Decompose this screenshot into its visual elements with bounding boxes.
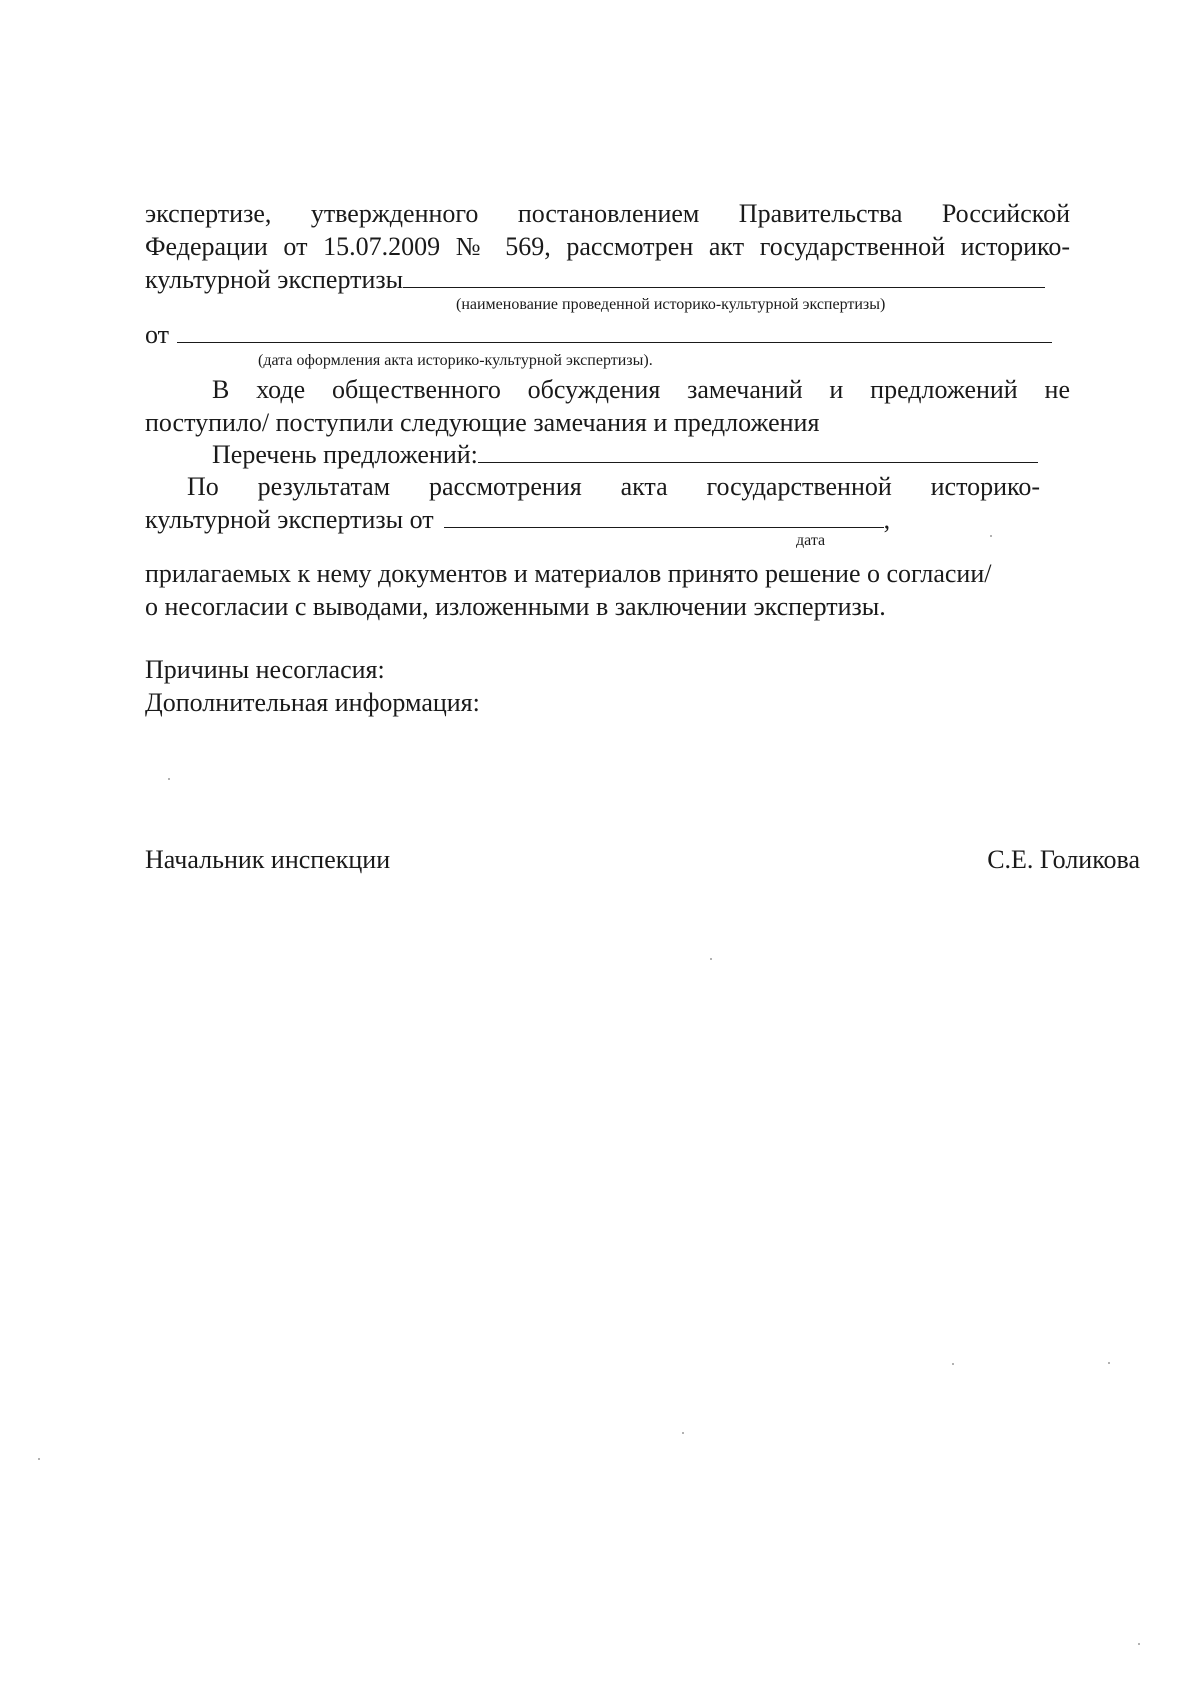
paragraph-line: В ходе общественного обсуждения замечаний и предложений не bbox=[212, 375, 1070, 404]
caption-act-date: (дата оформления акта историко-культурной экспертизы). bbox=[258, 352, 653, 369]
additional-info-label: Дополнительная информация: bbox=[145, 688, 480, 717]
expertise-name-label: культурной экспертизы bbox=[145, 265, 404, 294]
scan-speck bbox=[710, 958, 712, 960]
scan-speck bbox=[168, 778, 170, 780]
expertise-name-blank bbox=[403, 265, 1045, 288]
paragraph-decision bbox=[145, 557, 1075, 623]
disagreement-section bbox=[145, 653, 1070, 719]
from-label: от bbox=[145, 320, 170, 349]
scan-speck bbox=[1138, 1643, 1140, 1645]
paragraph-line: о несогласии с выводами, изложенными в заключении экспертизы. bbox=[145, 592, 886, 621]
scan-speck bbox=[1108, 1362, 1110, 1364]
signature-name: С.Е. Голикова bbox=[987, 845, 1140, 874]
results-date-label: культурной экспертизы от bbox=[145, 505, 434, 534]
proposals-label: Перечень предложений: bbox=[212, 440, 478, 469]
paragraph-line: По результатам рассмотрения акта государственной историко- bbox=[187, 472, 1040, 501]
scan-speck bbox=[38, 1458, 40, 1460]
signature-position: Начальник инспекции bbox=[145, 845, 391, 874]
results-date-blank bbox=[444, 505, 884, 528]
paragraph-line bbox=[145, 438, 1070, 471]
proposals-line bbox=[145, 438, 1070, 471]
caption-expertise-name: (наименование проведенной историко-культурной экспертизы) bbox=[456, 296, 886, 313]
paragraph-line bbox=[145, 318, 1070, 351]
paragraph-results bbox=[145, 470, 1040, 536]
paragraph-line: поступило/ поступили следующие замечания и предложения bbox=[145, 408, 820, 437]
scan-speck bbox=[990, 535, 992, 537]
proposals-blank bbox=[478, 440, 1038, 463]
scan-speck bbox=[952, 1363, 954, 1365]
paragraph-line: Федерации от 15.07.2009 № 569, рассмотрен акт государственной историко- bbox=[145, 232, 1070, 261]
results-comma: , bbox=[883, 505, 891, 534]
scan-speck bbox=[682, 1432, 684, 1434]
act-date-blank bbox=[177, 320, 1052, 343]
paragraph-line: экспертизе, утвержденного постановлением Правительства Российской bbox=[145, 199, 1070, 228]
disagreement-label: Причины несогласия: bbox=[145, 655, 385, 684]
paragraph-line: прилагаемых к нему документов и материалов принято решение о согласии/ bbox=[145, 559, 992, 588]
caption-date: дата bbox=[796, 532, 826, 549]
paragraph-expertise-intro bbox=[145, 197, 1070, 296]
paragraph-discussion bbox=[145, 373, 1070, 439]
act-date-line bbox=[145, 318, 1070, 351]
paragraph-line bbox=[145, 503, 1040, 536]
paragraph-line bbox=[145, 263, 1070, 296]
